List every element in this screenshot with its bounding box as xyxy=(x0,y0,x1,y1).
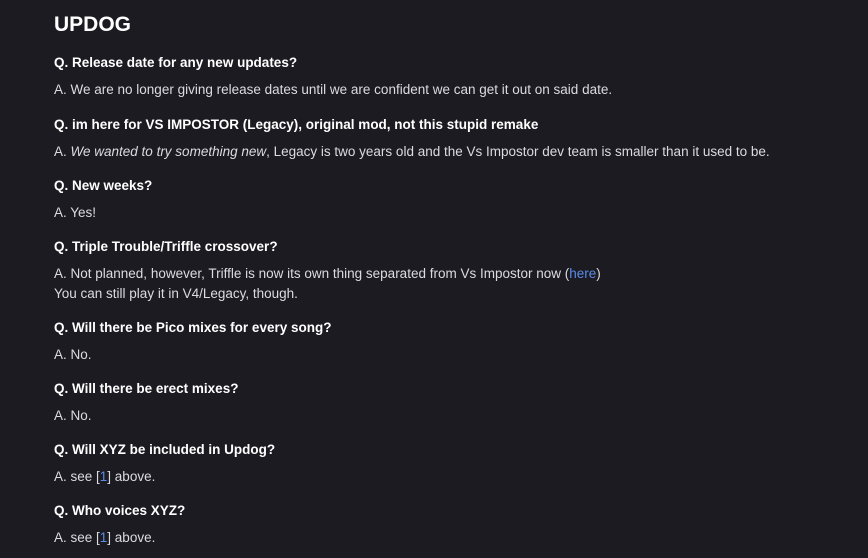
footnote-1-link[interactable]: 1 xyxy=(99,469,108,484)
answer-prefix: A. xyxy=(54,144,71,159)
faq-question-who-voices: Q. Who voices XYZ? xyxy=(54,503,186,518)
faq-answer-erect-mixes: A. No. xyxy=(54,408,92,423)
faq-question-erect-mixes: Q. Will there be erect mixes? xyxy=(54,381,239,396)
faq-question-new-weeks: Q. New weeks? xyxy=(54,178,153,193)
faq-answer-new-weeks: A. Yes! xyxy=(54,205,97,220)
page-title: UPDOG xyxy=(54,13,132,36)
answer-suffix: ) xyxy=(596,266,601,281)
answer-prefix: A. see [ xyxy=(54,469,100,484)
faq-answer-who-voices xyxy=(54,528,155,548)
faq-question-legacy: Q. im here for VS IMPOSTOR (Legacy), original mod, not this stupid remake xyxy=(54,117,539,132)
faq-question-triple-trouble: Q. Triple Trouble/Triffle crossover? xyxy=(54,239,278,254)
faq-answer-legacy xyxy=(54,142,770,162)
faq-answer-triple-trouble xyxy=(54,264,601,284)
footnote-1-link[interactable]: 1 xyxy=(99,530,108,545)
answer-italic-phrase: We wanted to try something new xyxy=(70,144,267,159)
faq-answer-release-date: A. We are no longer giving release dates until we are confident we can get it out on said date. xyxy=(54,82,613,97)
triffle-here-link[interactable]: here xyxy=(569,266,597,281)
answer-prefix: A. Not planned, however, Triffle is now its own thing separated from Vs Impostor now ( xyxy=(54,266,570,281)
faq-answer-xyz-included xyxy=(54,467,155,487)
answer-rest: , Legacy is two years old and the Vs Impostor dev team is smaller than it used to be. xyxy=(266,144,770,159)
faq-question-pico-mixes: Q. Will there be Pico mixes for every song? xyxy=(54,320,332,335)
answer-prefix: A. see [ xyxy=(54,530,100,545)
faq-question-release-date: Q. Release date for any new updates? xyxy=(54,55,298,70)
answer-suffix: ] above. xyxy=(107,469,156,484)
faq-answer-pico-mixes: A. No. xyxy=(54,347,92,362)
faq-question-xyz-included: Q. Will XYZ be included in Updog? xyxy=(54,442,276,457)
faq-answer-triple-trouble-line2: You can still play it in V4/Legacy, though. xyxy=(54,286,298,301)
answer-suffix: ] above. xyxy=(107,530,156,545)
